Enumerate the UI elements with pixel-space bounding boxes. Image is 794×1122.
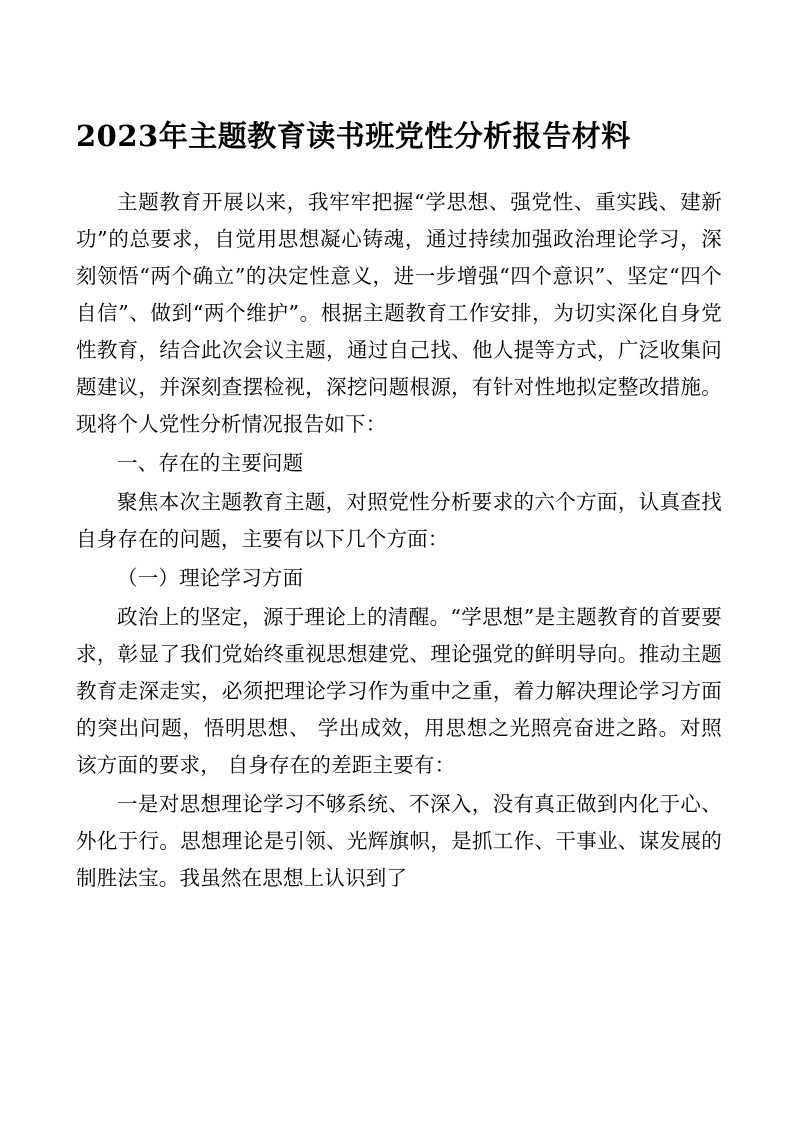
section-heading-1: 一、存在的主要问题 bbox=[117, 450, 304, 475]
page-title: 2023年主题教育读书班党性分析报告材料 bbox=[76, 119, 631, 153]
body-paragraph: 一是对思想理论学习不够系统、不深入，没有真正做到内化于心、外化于行。思想理论是引领、光辉旗帜，是抓工作、干事业、谋发展的制胜法宝。我虽然在思想上认识到了 bbox=[76, 791, 722, 890]
subsection-heading-1: （一）理论学习方面 bbox=[117, 565, 304, 590]
body-paragraph: 聚焦本次主题教育主题，对照党性分析要求的六个方面，认真查找自身存在的问题，主要有以下几个方面： bbox=[76, 489, 722, 551]
body-paragraph: 主题教育开展以来，我牢牢把握“学思想、强党性、重实践、建新功”的总要求，自觉用思想凝心铸魂，通过持续加强政治理论学习，深刻领悟“两个确立”的决定性意义，进一步增强“四个意识”、坚定“四个自信”、做到“两个维护”。根据主题教育工作安排，为切实深化自身党性教育，结合此次会议主题，通过自己找、他人提等方式，广泛收集问题建议，并深刻查摆检视，深挖问题根源，有针对性地拟定整改措施。 现将个人党性分析情况报告如下： bbox=[76, 189, 722, 436]
body-paragraph: 政治上的坚定，源于理论上的清醒。“学思想”是主题教育的首要要求，彰显了我们党始终重视思想建党、理论强党的鲜明导向。推动主题教育走深走实，必须把理论学习作为重中之重，着力解决理论学习方面的突出问题，悟明思想、 学出成效，用思想之光照亮奋进之路。对照该方面的要求， 自身存在的差距主要有： bbox=[76, 604, 722, 777]
